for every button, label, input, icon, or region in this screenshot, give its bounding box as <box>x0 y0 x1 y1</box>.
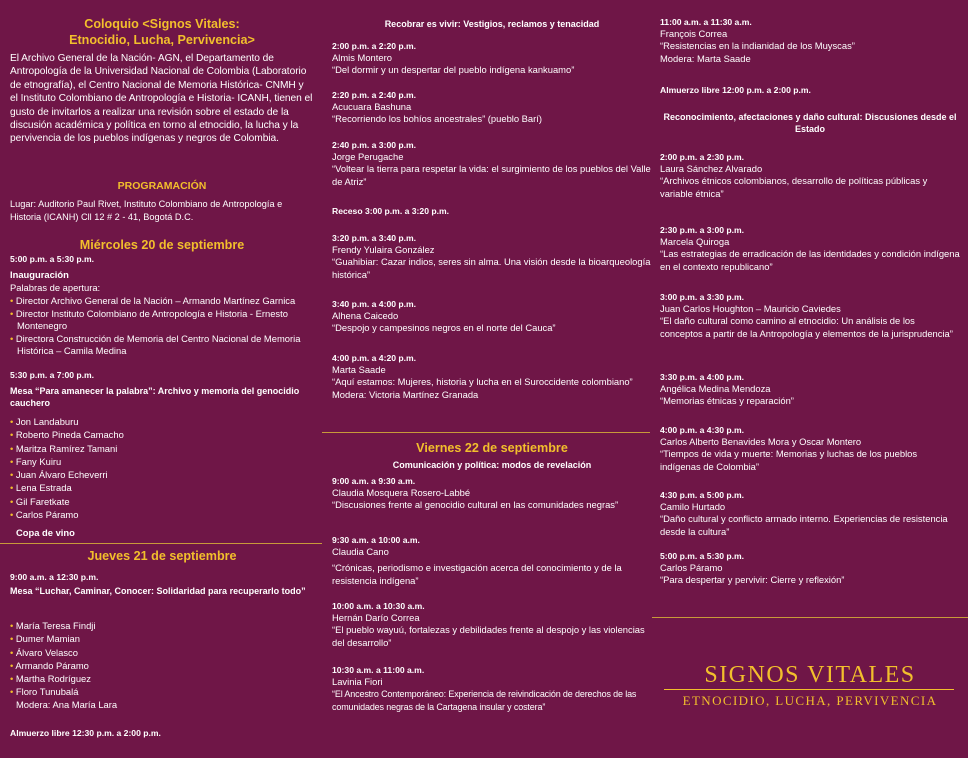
list-item: • Martha Rodríguez <box>10 673 91 685</box>
list-item: • Armando Páramo <box>10 659 89 671</box>
talk-speaker: Acucuara Bashuna <box>332 101 412 112</box>
talk-speaker: Claudia Cano <box>332 546 389 557</box>
time-inauguration: 5:00 p.m. a 5:30 p.m. <box>10 254 95 264</box>
talk-speaker: Carlos Alberto Benavides Mora y Oscar Montero <box>660 436 862 447</box>
talk-time: 2:40 p.m. a 3:00 p.m. <box>332 140 417 150</box>
talk-time: 5:00 p.m. a 5:30 p.m. <box>660 551 745 561</box>
divider-thursday <box>0 543 322 544</box>
talk-speaker: Jorge Perugache <box>332 151 404 162</box>
talk-moderator: Modera: Victoria Martínez Granada <box>332 388 479 400</box>
time-mesa2: 9:00 a.m. a 12:30 p.m. <box>10 572 99 582</box>
talk-block <box>332 298 652 335</box>
opening-speakers-list <box>10 295 314 358</box>
talk-speaker: Lavinia Fiori <box>332 676 383 687</box>
talk-title: “Guahibiar: Cazar indios, seres sin alma. Una visión desde la bioarqueología histórica” <box>332 256 651 280</box>
talk-block <box>332 40 652 77</box>
talk-time: 11:00 a.m. a 11:30 a.m. <box>660 17 752 27</box>
talk-speaker: Juan Carlos Houghton – Mauricio Caviedes <box>660 303 841 314</box>
talk-block <box>332 352 652 401</box>
talk-block <box>660 550 960 587</box>
talk-title: “El Ancestro Contemporáneo: Experiencia de reivindicación de derechos de las comunidades negras de la Cartagena insular y costera” <box>332 689 637 712</box>
talk-block <box>332 475 652 512</box>
section-reconocimiento: Reconocimiento, afectaciones y daño cultural: Discusiones desde el Estado <box>663 112 957 134</box>
lunch-thursday: Almuerzo libre 12:30 p.m. a 2:00 p.m. <box>10 728 161 738</box>
talk-speaker: Laura Sánchez Alvarado <box>660 163 763 174</box>
talk-title: “Resistencias en la indianidad de los Muyscas” <box>660 40 855 52</box>
heading-line2: Etnocidio, Lucha, Pervivencia> <box>69 33 255 47</box>
talk-title: “Voltear la tierra para respetar la vida: el surgimiento de los pueblos del Valle de Atriz” <box>332 163 651 187</box>
talk-speaker: Marta Saade <box>332 364 386 375</box>
list-item: • Álvaro Velasco <box>10 646 78 658</box>
talk-block <box>660 489 960 538</box>
divider-friday <box>322 432 650 433</box>
section-comunicacion: Comunicación y política: modos de revelación <box>392 460 592 470</box>
logo-title: SIGNOS VITALES <box>704 662 916 688</box>
list-item: • Dumer Mamian <box>10 633 80 645</box>
list-item: • Directora Construcción de Memoria del Centro Nacional de Memoria Histórica – Camila Medina <box>10 332 301 357</box>
break-text: Receso 3:00 p.m. a 3:20 p.m. <box>332 206 450 216</box>
talk-block <box>332 664 652 713</box>
talk-speaker: Alhena Caicedo <box>332 310 399 321</box>
talk-time: 4:00 p.m. a 4:30 p.m. <box>660 425 745 435</box>
talk-title: “Las estrategias de erradicación de las identidades y condición indígena en el contexto republicano” <box>660 248 960 272</box>
mesa2-title: Mesa “Luchar, Caminar, Conocer: Solidaridad para recuperarlo todo” <box>10 586 306 596</box>
list-item: • Floro Tunubalá <box>10 686 79 698</box>
list-item: • Director Archivo General de la Nación – Armando Martínez Garnica <box>10 295 296 306</box>
wine-reception: Copa de vino <box>16 527 75 538</box>
list-item: • Lena Estrada <box>10 482 72 494</box>
talk-speaker: Claudia Mosquera Rosero-Labbé <box>332 487 471 498</box>
talk-title: “Daño cultural y conflicto armado interno. Experiencias de resistencia desde la cultura” <box>660 513 948 537</box>
talk-speaker: Carlos Páramo <box>660 562 723 573</box>
talk-speaker: Marcela Quiroga <box>660 236 730 247</box>
column-right <box>660 0 960 758</box>
talk-title: “Archivos étnicos colombianos, desarrollo de políticas públicas y variable étnica” <box>660 175 928 199</box>
list-item: • Jon Landaburu <box>10 416 79 427</box>
day-heading-wednesday: Miércoles 20 de septiembre <box>79 238 245 252</box>
talk-title: “El daño cultural como camino al etnocidio: Un análisis de los conceptos a partir de la Antropología y elementos de la jurisprudencia” <box>660 315 953 339</box>
talk-title: “Recorriendo los bohíos ancestrales” (pueblo Barí) <box>332 113 542 125</box>
list-item: • Director Instituto Colombiano de Antropología e Historia - Ernesto Montenegro <box>10 307 288 332</box>
talk-time: 4:00 p.m. a 4:20 p.m. <box>332 353 417 363</box>
intro-paragraph: El Archivo General de la Nación- AGN, el Departamento de Antropología de la Universidad Nacional de Colombia (Laboratorio de etnografía), el Centro Nacional de Memoria Histórica- CNMH y el Instituto Colombiano de Antropología e Historia- ICANH, tienen el gusto de invitarlos a realizar una revisión sobre el estado de la discusión académica y política en torno al etnocidio, la lucha y la pervivencia de los pueblos indígenas y negros de Colombia. <box>10 53 313 145</box>
talk-speaker: Camilo Hurtado <box>660 501 726 512</box>
talk-time: 9:30 a.m. a 10:00 a.m. <box>332 535 420 545</box>
programacion-heading: PROGRAMACIÓN <box>117 180 207 192</box>
mesa2-moderator: Modera: Ana María Lara <box>16 699 118 710</box>
talk-title: “Del dormir y un despertar del pueblo indígena kankuamo” <box>332 64 575 76</box>
talk-speaker: François Correa <box>660 28 728 39</box>
talk-block <box>332 89 652 126</box>
talk-block <box>660 424 960 473</box>
talk-block <box>660 291 960 340</box>
talk-block <box>332 534 652 587</box>
logo-subtitle: ETNOCIDIO, LUCHA, PERVIVENCIA <box>682 693 938 708</box>
venue-text: Lugar: Auditorio Paul Rivet, Instituto Colombiano de Antropología e Historia (ICANH) Cll 12 # 2 - 41, Bogotá D.C. <box>10 199 283 222</box>
time-mesa1: 5:30 p.m. a 7:00 p.m. <box>10 370 95 380</box>
opening-words-label: Palabras de apertura: <box>10 282 101 293</box>
divider-logo <box>652 617 968 618</box>
talk-block <box>660 224 960 273</box>
column-left <box>10 0 314 758</box>
talk-title: “Despojo y campesinos negros en el norte del Cauca” <box>332 322 556 334</box>
talk-time: 2:00 p.m. a 2:30 p.m. <box>660 152 745 162</box>
list-item: • María Teresa Findji <box>10 620 96 631</box>
talk-title: “Para despertar y pervivir: Cierre y reflexión” <box>660 574 845 586</box>
talk-block <box>332 139 652 188</box>
talk-title: “Memorias étnicas y reparación” <box>660 395 794 407</box>
talk-title: “Crónicas, periodismo e investigación acerca del conocimiento y de la resistencia indígena” <box>332 562 622 586</box>
talk-speaker: Frendy Yulaira González <box>332 244 435 255</box>
mesa1-title: Mesa “Para amanecer la palabra”: Archivo y memoria del genocidio cauchero <box>10 386 300 409</box>
talk-block <box>660 371 960 408</box>
lunch-friday: Almuerzo libre 12:00 p.m. a 2:00 p.m. <box>660 85 811 95</box>
talk-time: 4:30 p.m. a 5:00 p.m. <box>660 490 745 500</box>
talk-moderator: Modera: Marta Saade <box>660 52 751 64</box>
section-recobrar: Recobrar es vivir: Vestigios, reclamos y tenacidad <box>384 19 600 29</box>
talk-speaker: Almis Montero <box>332 52 392 63</box>
list-item: • Juan Álvaro Echeverri <box>10 469 108 481</box>
day-heading-friday: Viernes 22 de septiembre <box>416 441 568 455</box>
talk-time: 2:30 p.m. a 3:00 p.m. <box>660 225 745 235</box>
list-item: • Maritza Ramírez Tamani <box>10 442 118 454</box>
event-heading <box>10 16 314 48</box>
talk-time: 3:30 p.m. a 4:00 p.m. <box>660 372 745 382</box>
talk-time: 2:20 p.m. a 2:40 p.m. <box>332 90 417 100</box>
mesa1-participants <box>10 415 314 521</box>
talk-speaker: Angélica Medina Mendoza <box>660 383 771 394</box>
talk-time: 9:00 a.m. a 9:30 a.m. <box>332 476 416 486</box>
talk-speaker: Hernán Darío Correa <box>332 612 420 623</box>
talk-block <box>660 151 960 200</box>
talk-title: “El pueblo wayuú, fortalezas y debilidades frente al despojo y las violencias del desarrollo” <box>332 624 645 648</box>
talk-time: 10:30 a.m. a 11:00 a.m. <box>332 665 425 675</box>
talk-block <box>332 232 652 281</box>
talk-time: 2:00 p.m. a 2:20 p.m. <box>332 41 417 51</box>
talk-time: 3:40 p.m. a 4:00 p.m. <box>332 299 417 309</box>
day-heading-thursday: Jueves 21 de septiembre <box>87 549 237 563</box>
talk-block <box>332 600 652 649</box>
list-item: • Carlos Páramo <box>10 509 79 521</box>
list-item: • Roberto Pineda Camacho <box>10 429 124 441</box>
talk-title: “Discusiones frente al genocidio cultural en las comunidades negras” <box>332 499 619 511</box>
talk-time: 3:00 p.m. a 3:30 p.m. <box>660 292 745 302</box>
logo-rule <box>664 689 954 690</box>
column-middle <box>332 0 652 758</box>
talk-time: 10:00 a.m. a 10:30 a.m. <box>332 601 425 611</box>
mesa2-participants <box>10 619 314 699</box>
talk-time: 3:20 p.m. a 3:40 p.m. <box>332 233 417 243</box>
talk-title: “Tiempos de vida y muerte: Memorias y luchas de los pueblos indígenas de Colombia” <box>660 448 918 472</box>
list-item: • Gil Faretkate <box>10 495 70 507</box>
talk-block <box>660 16 960 65</box>
list-item: • Fany Kuiru <box>10 455 62 467</box>
inauguration-label: Inauguración <box>10 269 69 280</box>
heading-line1: Coloquio <Signos Vitales: <box>84 17 240 31</box>
talk-title: “Aquí estamos: Mujeres, historia y lucha en el Suroccidente colombiano” <box>332 376 633 388</box>
